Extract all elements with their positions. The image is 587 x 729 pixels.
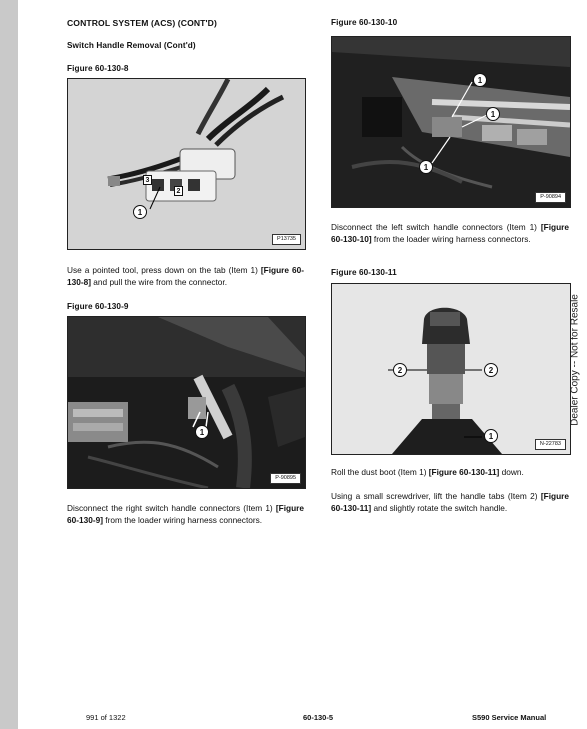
paragraph-2: Disconnect the right switch handle connectors (Item 1) [Figure 60-130-9] from the loader wiring harness connectors. <box>67 503 304 525</box>
figure-11-photo <box>331 283 571 455</box>
page-number: 60-130-5 <box>303 713 334 722</box>
paragraph-1: Use a pointed tool, press down on the tab (Item 1) [Figure 60-130-8] and pull the wire from the connector. <box>67 265 304 287</box>
callout-1c: 1 <box>419 160 433 174</box>
callout-1: 1 <box>195 425 209 439</box>
figure-11-title: Figure 60-130-11 <box>331 268 397 277</box>
page-count: 991 of 1322 <box>86 713 126 722</box>
callout-1b: 1 <box>486 107 500 121</box>
section-subheading: Switch Handle Removal (Cont'd) <box>67 41 196 50</box>
callout-1: 1 <box>484 429 498 443</box>
figure-ref[interactable]: [Figure 60-130-10] <box>331 222 569 244</box>
callout-1a: 1 <box>473 73 487 87</box>
figure-11-code: N-22783 <box>535 439 566 450</box>
figure-10-title: Figure 60-130-10 <box>331 18 398 27</box>
figure-8-title: Figure 60-130-8 <box>67 64 129 73</box>
paragraph-5: Using a small screwdriver, lift the handle tabs (Item 2) [Figure 60-130-11] and slightly rotate the switch handle. <box>331 491 569 513</box>
paragraph-3: Disconnect the left switch handle connectors (Item 1) [Figure 60-130-10] from the loader wiring harness connectors. <box>331 222 569 244</box>
callout-2: 2 <box>174 186 183 196</box>
page-edge-bar <box>0 0 18 729</box>
figure-9-photo <box>67 316 306 489</box>
dealer-watermark: Dealer Copy -- Not for Resale <box>569 294 581 426</box>
manual-title: S590 Service Manual <box>472 713 547 722</box>
paragraph-4: Roll the dust boot (Item 1) [Figure 60-130-11] down. <box>331 467 524 477</box>
figure-8-code: P13735 <box>272 234 301 245</box>
harness-photo-right <box>68 317 305 488</box>
section-heading: CONTROL SYSTEM (ACS) (CONT'D) <box>67 18 217 28</box>
figure-9-title: Figure 60-130-9 <box>67 302 129 311</box>
figure-ref[interactable]: [Figure 60-130-11] <box>428 467 500 477</box>
figure-8-photo <box>67 78 306 250</box>
figure-9-code: P-90895 <box>270 473 301 484</box>
connector-photo <box>68 79 305 249</box>
callout-2a: 2 <box>393 363 407 377</box>
figure-10-code: P-90894 <box>535 192 566 203</box>
joystick-photo <box>332 284 570 454</box>
callout-3: 3 <box>143 175 152 185</box>
figure-10-photo <box>331 36 571 208</box>
callout-2b: 2 <box>484 363 498 377</box>
callout-1: 1 <box>133 205 147 219</box>
figure-ref[interactable]: [Figure 60-130-11] <box>331 491 569 513</box>
figure-ref[interactable]: [Figure 60-130-9] <box>67 503 304 525</box>
harness-photo-left <box>332 37 570 207</box>
figure-ref[interactable]: [Figure 60-130-8] <box>67 265 304 287</box>
